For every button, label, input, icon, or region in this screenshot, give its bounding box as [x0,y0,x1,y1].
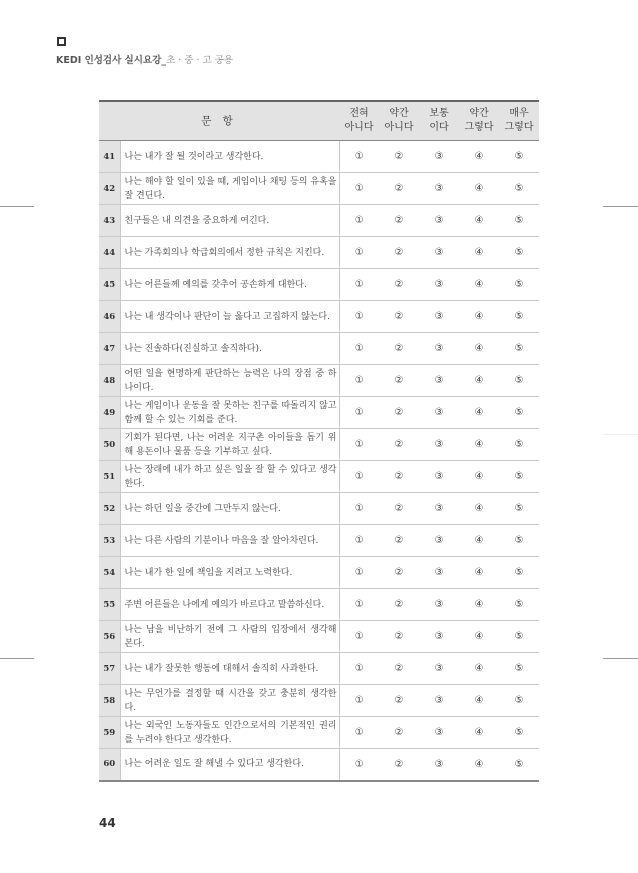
response-option-2[interactable]: ② [379,525,419,557]
response-option-4[interactable]: ④ [459,461,499,493]
response-option-2[interactable]: ② [379,653,419,685]
response-option-5[interactable]: ⑤ [499,237,539,269]
table-row [99,205,539,237]
item-statement: 나는 내가 잘못한 행동에 대해서 솔직히 사과한다. [120,653,339,685]
item-number: 49 [99,397,120,429]
response-option-5[interactable]: ⑤ [499,429,539,461]
response-option-2[interactable]: ② [379,589,419,621]
running-header [56,52,233,66]
response-option-5[interactable]: ⑤ [499,173,539,205]
margin-mark-right-faint [603,434,638,435]
response-option-1[interactable]: ① [339,429,379,461]
table-row [99,493,539,525]
response-option-1[interactable]: ① [339,365,379,397]
response-option-3[interactable]: ③ [419,685,459,717]
response-option-2[interactable]: ② [379,301,419,333]
response-option-5[interactable]: ⑤ [499,493,539,525]
column-header-scale-3: 보통 이다 [419,101,459,141]
response-option-1[interactable]: ① [339,557,379,589]
item-number: 54 [99,557,120,589]
item-statement: 나는 내 생각이나 판단이 늘 옳다고 고집하지 않는다. [120,301,339,333]
table-row [99,237,539,269]
response-option-4[interactable]: ④ [459,557,499,589]
column-header-scale-1: 전혀 아니다 [339,101,379,141]
response-option-2[interactable]: ② [379,557,419,589]
response-option-3[interactable]: ③ [419,461,459,493]
response-option-4[interactable]: ④ [459,301,499,333]
response-option-1[interactable]: ① [339,653,379,685]
response-option-3[interactable]: ③ [419,237,459,269]
item-statement: 나는 어려운 일도 잘 해낼 수 있다고 생각한다. [120,749,339,781]
response-option-5[interactable]: ⑤ [499,749,539,781]
response-option-4[interactable]: ④ [459,397,499,429]
item-statement: 기회가 된다면, 나는 어려운 지구촌 아이들을 돕기 위해 용돈이나 물품 등을 기부하고 싶다. [120,429,339,461]
response-option-2[interactable]: ② [379,749,419,781]
response-option-3[interactable]: ③ [419,397,459,429]
response-option-4[interactable]: ④ [459,269,499,301]
response-option-3[interactable]: ③ [419,173,459,205]
response-option-4[interactable]: ④ [459,653,499,685]
table-row [99,365,539,397]
table-row [99,397,539,429]
margin-mark-left [0,206,34,207]
table-row [99,621,539,653]
response-option-1[interactable]: ① [339,205,379,237]
response-option-5[interactable]: ⑤ [499,141,539,173]
response-option-2[interactable]: ② [379,493,419,525]
item-number: 58 [99,685,120,717]
response-option-5[interactable]: ⑤ [499,717,539,749]
item-number: 60 [99,749,120,781]
table-row [99,749,539,781]
item-number: 47 [99,333,120,365]
table-row [99,685,539,717]
response-option-2[interactable]: ② [379,365,419,397]
table-row [99,269,539,301]
margin-mark-right-lower [603,658,638,659]
response-option-3[interactable]: ③ [419,269,459,301]
item-statement: 나는 해야 할 일이 있을 때, 게임이나 채팅 등의 유혹을 잘 견딘다. [120,173,339,205]
response-option-3[interactable]: ③ [419,205,459,237]
response-option-3[interactable]: ③ [419,333,459,365]
response-option-5[interactable]: ⑤ [499,525,539,557]
table-row [99,717,539,749]
response-option-5[interactable]: ⑤ [499,333,539,365]
response-option-4[interactable]: ④ [459,141,499,173]
response-option-2[interactable]: ② [379,141,419,173]
response-option-4[interactable]: ④ [459,333,499,365]
questionnaire-table [99,100,539,782]
response-option-5[interactable]: ⑤ [499,589,539,621]
response-option-4[interactable]: ④ [459,525,499,557]
response-option-1[interactable]: ① [339,685,379,717]
header-subtitle: 초 · 중 · 고 공용 [166,55,234,66]
table-row [99,461,539,493]
item-number: 57 [99,653,120,685]
header-square-icon [57,37,66,46]
item-statement: 어떤 일을 현명하게 판단하는 능력은 나의 장점 중 하나이다. [120,365,339,397]
response-option-2[interactable]: ② [379,621,419,653]
item-number: 53 [99,525,120,557]
response-option-3[interactable]: ③ [419,621,459,653]
response-option-5[interactable]: ⑤ [499,397,539,429]
table-row [99,429,539,461]
response-option-4[interactable]: ④ [459,237,499,269]
item-statement: 나는 내가 한 일에 책임을 지려고 노력한다. [120,557,339,589]
margin-mark-left-lower [0,658,34,659]
item-statement: 나는 외국인 노동자들도 인간으로서의 기본적인 권리를 누려야 한다고 생각한다. [120,717,339,749]
response-option-2[interactable]: ② [379,397,419,429]
item-number: 51 [99,461,120,493]
response-option-4[interactable]: ④ [459,589,499,621]
item-number: 41 [99,141,120,173]
table-row [99,333,539,365]
response-option-2[interactable]: ② [379,269,419,301]
response-option-4[interactable]: ④ [459,365,499,397]
response-option-1[interactable]: ① [339,717,379,749]
response-option-1[interactable]: ① [339,525,379,557]
response-option-2[interactable]: ② [379,429,419,461]
item-statement: 나는 어른들께 예의를 갖추어 공손하게 대한다. [120,269,339,301]
response-option-3[interactable]: ③ [419,557,459,589]
response-option-4[interactable]: ④ [459,685,499,717]
response-option-3[interactable]: ③ [419,365,459,397]
response-option-3[interactable]: ③ [419,493,459,525]
response-option-5[interactable]: ⑤ [499,365,539,397]
table-row [99,141,539,173]
item-number: 59 [99,717,120,749]
page-number: 44 [99,816,116,830]
response-option-1[interactable]: ① [339,589,379,621]
response-option-3[interactable]: ③ [419,525,459,557]
response-option-1[interactable]: ① [339,237,379,269]
table-header-row [99,101,539,141]
item-number: 52 [99,493,120,525]
response-option-5[interactable]: ⑤ [499,301,539,333]
header-title: KEDI 인성검사 실시요강_ [56,55,167,66]
response-option-1[interactable]: ① [339,301,379,333]
item-number: 56 [99,621,120,653]
item-statement: 주변 어른들은 나에게 예의가 바르다고 말씀하신다. [120,589,339,621]
item-statement: 나는 내가 잘 될 것이라고 생각한다. [120,141,339,173]
column-header-item: 문 항 [99,101,339,141]
response-option-2[interactable]: ② [379,461,419,493]
item-number: 43 [99,205,120,237]
response-option-1[interactable]: ① [339,269,379,301]
response-option-2[interactable]: ② [379,205,419,237]
response-option-4[interactable]: ④ [459,749,499,781]
response-option-4[interactable]: ④ [459,717,499,749]
item-number: 50 [99,429,120,461]
response-option-5[interactable]: ⑤ [499,557,539,589]
response-option-1[interactable]: ① [339,397,379,429]
table-row [99,653,539,685]
item-statement: 나는 장래에 내가 하고 싶은 일을 잘 할 수 있다고 생각한다. [120,461,339,493]
response-option-3[interactable]: ③ [419,589,459,621]
column-header-scale-5: 매우 그렇다 [499,101,539,141]
table-row [99,525,539,557]
column-header-scale-2: 약간 아니다 [379,101,419,141]
item-statement: 나는 남을 비난하기 전에 그 사람의 입장에서 생각해 본다. [120,621,339,653]
item-statement: 나는 가족회의나 학급회의에서 정한 규칙은 지킨다. [120,237,339,269]
response-option-1[interactable]: ① [339,621,379,653]
response-option-5[interactable]: ⑤ [499,205,539,237]
item-statement: 나는 하던 일을 중간에 그만두지 않는다. [120,493,339,525]
response-option-1[interactable]: ① [339,493,379,525]
item-number: 42 [99,173,120,205]
response-option-5[interactable]: ⑤ [499,269,539,301]
response-option-4[interactable]: ④ [459,621,499,653]
response-option-5[interactable]: ⑤ [499,653,539,685]
response-option-5[interactable]: ⑤ [499,461,539,493]
item-number: 44 [99,237,120,269]
response-option-2[interactable]: ② [379,333,419,365]
response-option-3[interactable]: ③ [419,717,459,749]
response-option-5[interactable]: ⑤ [499,685,539,717]
response-option-3[interactable]: ③ [419,301,459,333]
response-option-1[interactable]: ① [339,173,379,205]
response-option-1[interactable]: ① [339,333,379,365]
response-option-3[interactable]: ③ [419,653,459,685]
response-option-4[interactable]: ④ [459,205,499,237]
item-statement: 친구들은 내 의견을 중요하게 여긴다. [120,205,339,237]
response-option-3[interactable]: ③ [419,141,459,173]
response-option-2[interactable]: ② [379,173,419,205]
column-header-scale-4: 약간 그렇다 [459,101,499,141]
response-option-4[interactable]: ④ [459,493,499,525]
response-option-2[interactable]: ② [379,717,419,749]
item-statement: 나는 다른 사람의 기분이나 마음을 잘 알아차린다. [120,525,339,557]
response-option-3[interactable]: ③ [419,429,459,461]
response-option-1[interactable]: ① [339,141,379,173]
response-option-1[interactable]: ① [339,749,379,781]
response-option-4[interactable]: ④ [459,429,499,461]
item-statement: 나는 게임이나 운동을 잘 못하는 친구를 따돌리지 않고 함께 할 수 있는 기회를 준다. [120,397,339,429]
item-statement: 나는 무언가를 결정할 때 시간을 갖고 충분히 생각한다. [120,685,339,717]
table-row [99,589,539,621]
item-number: 48 [99,365,120,397]
response-option-5[interactable]: ⑤ [499,621,539,653]
table-row [99,557,539,589]
item-number: 55 [99,589,120,621]
item-statement: 나는 진솔하다(진실하고 솔직하다). [120,333,339,365]
response-option-3[interactable]: ③ [419,749,459,781]
table-row [99,173,539,205]
margin-mark-right [603,206,638,207]
response-option-2[interactable]: ② [379,685,419,717]
item-number: 45 [99,269,120,301]
table-row [99,301,539,333]
response-option-4[interactable]: ④ [459,173,499,205]
response-option-2[interactable]: ② [379,237,419,269]
response-option-1[interactable]: ① [339,461,379,493]
item-number: 46 [99,301,120,333]
